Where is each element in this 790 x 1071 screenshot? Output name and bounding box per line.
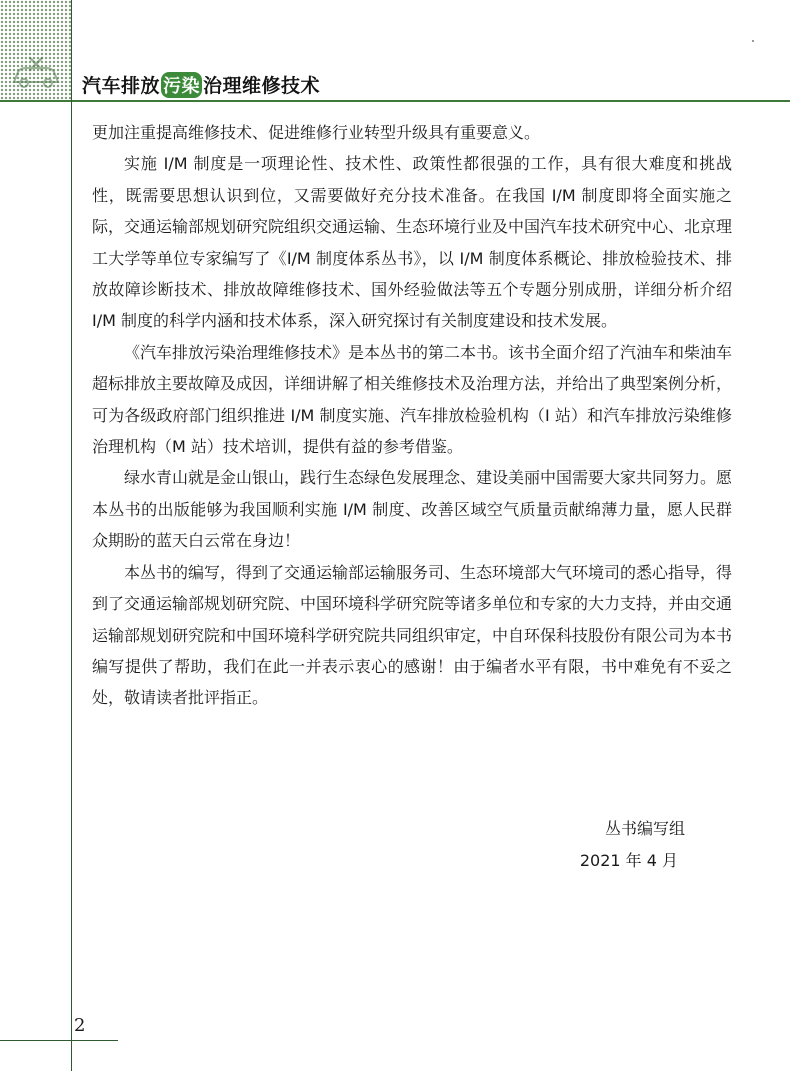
book-title-badge: 污染 [161, 72, 202, 98]
running-header [72, 68, 320, 100]
paragraph-2: 实施 I/M 制度是一项理论性、技术性、政策性都很强的工作，具有很大难度和挑战性，既需要思想认识到位，又需要做好充分技术准备。在我国 I/M 制度即将全面实施之际，交通运输部规划研究院组织交通运输、生态环境行业及中国汽车技术研究中心、北京理工大学等单位专家编写了《I/M 制度体系丛书》，以 I/M 制度体系概论、排放检验技术、排放故障诊断技术、排放故障维修技术、国外经验做法等五个专题分别成册，详细分析介绍 I/M 制度的科学内涵和技术体系，深入研究探讨有关制度建设和技术发展。 [92, 154, 733, 331]
header-top-area [72, 0, 790, 64]
corner-mark [752, 40, 754, 42]
book-title [72, 71, 320, 98]
paragraph-4: 绿水青山就是金山银山，践行生态绿色发展理念、建设美丽中国需要大家共同努力。愿本丛书的出版能够为我国顺利实施 I/M 制度、改善区域空气质量贡献绵薄力量，愿人民群众期盼的蓝天白云常在身边！ [92, 468, 733, 551]
paragraph-5: 本丛书的编写，得到了交通运输部运输服务司、生态环境部大气环境司的悉心指导，得到了交通运输部规划研究院、中国环境科学研究院等诸多单位和专家的大力支持，并由交通运输部规划研究院和中国环境科学研究院共同组织审定，中自环保科技股份有限公司为本书编写提供了帮助，我们在此一并表示衷心的感谢！由于编者水平有限，书中难免有不妥之处，敬请读者批评指正。 [92, 562, 733, 708]
margin-rule [71, 0, 72, 1071]
car-wrench-icon [8, 52, 64, 92]
header-divider [0, 100, 790, 102]
paragraph-1: 更加注重提高维修技术、促进维修行业转型升级具有重要意义。 [92, 123, 541, 142]
page-number: 2 [74, 1015, 86, 1036]
book-title-part1: 汽车排放 [82, 74, 161, 97]
signature-author: 丛书编写组 [604, 819, 685, 838]
book-title-part2: 治理维修技术 [203, 74, 321, 97]
paragraph-3: 《汽车排放污染治理维修技术》是本丛书的第二本书。该书全面介绍了汽油车和柴油车超标排放主要故障及成因，详细讲解了相关维修技术及治理方法，并给出了典型案例分析，可为各级政府部门组织推进 I/M 制度实施、汽车排放检验机构（I 站）和汽车排放污染维修治理机构（M 站）技术培训，提供有益的参考借鉴。 [92, 342, 733, 457]
footer-rule [0, 1040, 118, 1041]
body-text [92, 117, 732, 714]
signature-date: 2021 年 4 月 [579, 851, 678, 870]
